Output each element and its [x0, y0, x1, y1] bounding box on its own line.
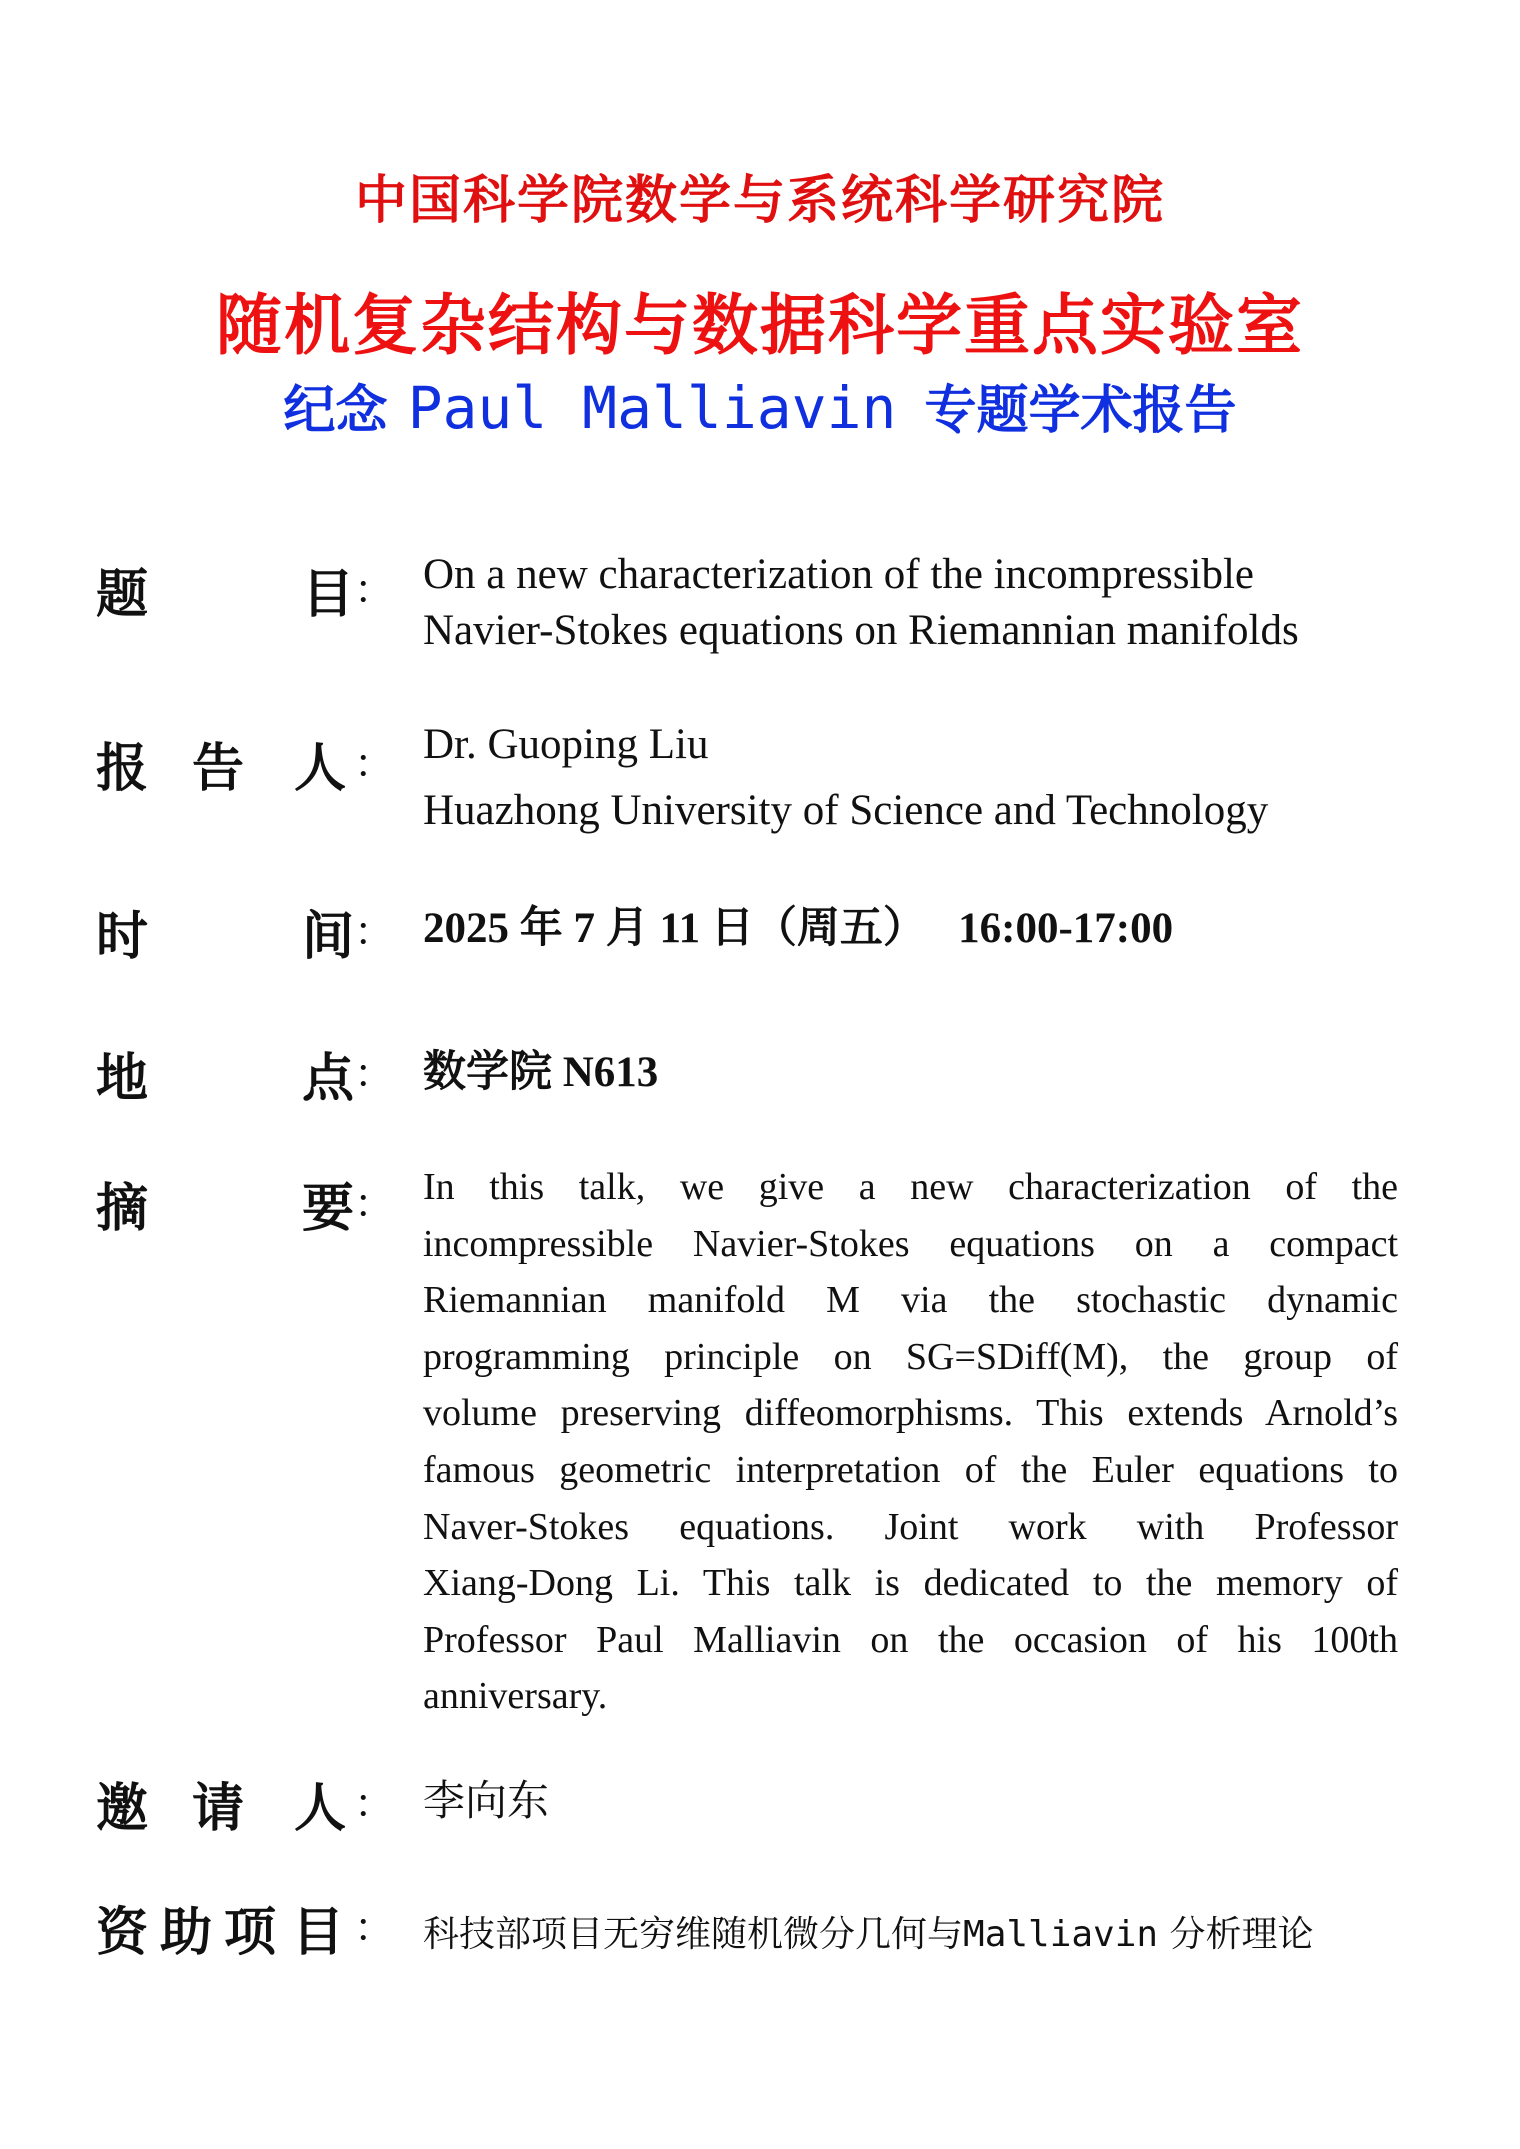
abstract-line: Professor Paul Malliavin on the occasion of his 100th [423, 1618, 1398, 1661]
label-char: 请 [192, 1778, 245, 1839]
abstract-line: anniversary. [423, 1675, 608, 1718]
label-char: 目 [292, 1902, 345, 1963]
funding-prefix: 科技部项目无穷维随机微分几何与 [423, 1914, 964, 1955]
abstract-line: volume preserving diffeomorphisms. This extends Arnold’s [423, 1392, 1398, 1435]
series-suffix: 专题学术报告 [924, 380, 1237, 441]
label-colon: ： [354, 741, 394, 787]
label-char: 要 [302, 1178, 355, 1239]
time-value: 2025 年 7 月 11 日（周五） 16:00-17:00 [423, 905, 1174, 952]
abstract-line: Xiang-Dong Li. This talk is dedicated to the memory of [423, 1562, 1398, 1605]
label-colon: ： [354, 1181, 394, 1227]
abstract-line: In this talk, we give a new characterization of the [423, 1166, 1398, 1208]
funding-mono: Malliavin [963, 1914, 1159, 1955]
place-value: 数学院 N613 [423, 1049, 659, 1096]
speaker-name: Dr. Guoping Liu [423, 721, 709, 768]
label-char: 人 [294, 1778, 347, 1839]
label-char: 地 [96, 1048, 149, 1109]
label-colon: ： [354, 1905, 394, 1951]
label-colon: ： [354, 567, 394, 613]
label-char: 间 [302, 906, 355, 967]
institute-title: 中国科学院数学与系统科学研究院 [354, 170, 1165, 231]
label-char: 摘 [96, 1178, 149, 1239]
series-prefix: 纪念 [283, 380, 388, 441]
abstract-line: Riemannian manifold M via the stochastic dynamic [423, 1279, 1398, 1322]
label-char: 点 [302, 1048, 355, 1109]
label-char: 助 [160, 1902, 213, 1963]
funding-value [423, 1906, 1314, 1957]
label-colon: ： [354, 909, 394, 955]
talk-title-line-1: On a new characterization of the incompressible [423, 551, 1254, 598]
label-char: 时 [96, 906, 149, 967]
abstract-line: programming principle on SG=SDiff(M), the group of [423, 1335, 1398, 1378]
abstract-line: famous geometric interpretation of the Euler equations to [423, 1448, 1398, 1491]
inviter-value: 李向东 [423, 1776, 550, 1825]
label-char: 项 [224, 1902, 277, 1963]
label-char: 资 [96, 1902, 149, 1963]
label-char: 题 [96, 564, 149, 625]
label-char: 目 [302, 564, 355, 625]
abstract-line: incompressible Navier-Stokes equations on a compact [423, 1222, 1398, 1265]
label-colon: ： [354, 1051, 394, 1097]
label-char: 报 [96, 738, 149, 799]
series-name: Paul Malliavin [407, 374, 897, 442]
label-char: 人 [294, 738, 347, 799]
lab-title: 随机复杂结构与数据科学重点实验室 [216, 286, 1304, 364]
series-title [0, 368, 1520, 443]
speaker-affiliation: Huazhong University of Science and Technology [423, 787, 1269, 834]
label-char: 告 [192, 738, 245, 799]
funding-suffix: 分析理论 [1169, 1914, 1314, 1955]
abstract-text [423, 1159, 1398, 1725]
talk-title-line-2: Navier-Stokes equations on Riemannian manifolds [423, 607, 1299, 654]
abstract-line: Naver-Stokes equations. Joint work with Professor [423, 1505, 1398, 1548]
label-char: 邀 [96, 1778, 149, 1839]
label-colon: ： [354, 1781, 394, 1827]
